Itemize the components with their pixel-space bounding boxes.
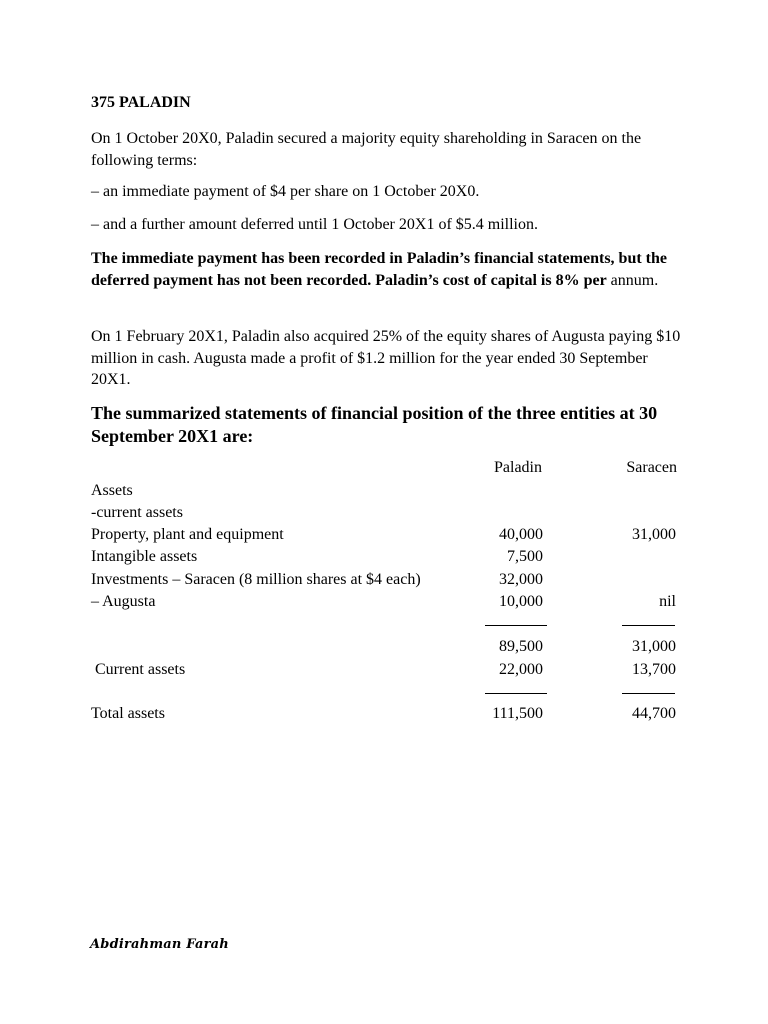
table-cell-saracen: nil [659, 593, 676, 610]
deferred-payment-tail-text: annum. [610, 271, 659, 289]
terms-item-1: – an immediate payment of $4 per share on 1 October 20X0. [91, 183, 480, 200]
subtotal-rule-paladin [485, 625, 547, 626]
total-rule-saracen [622, 693, 675, 694]
table-cell-saracen: 31,000 [632, 638, 676, 655]
table-cell-paladin: 89,500 [499, 638, 543, 655]
table-cell-paladin: 22,000 [499, 661, 543, 678]
column-header-paladin: Paladin [494, 459, 542, 476]
table-cell-paladin: 10,000 [499, 593, 543, 610]
table-cell-saracen: 13,700 [632, 661, 676, 678]
column-header-saracen: Saracen [626, 459, 677, 476]
deferred-payment-paragraph [91, 248, 691, 291]
document-title: 375 PALADIN [91, 94, 191, 111]
table-row-label: Assets [91, 482, 133, 499]
table-row-label: Investments – Saracen (8 million shares at $4 each) [91, 571, 421, 588]
table-row-label: Total assets [91, 705, 165, 722]
table-row-label: Current assets [95, 661, 186, 678]
table-cell-saracen: 44,700 [632, 705, 676, 722]
table-row-label: – Augusta [91, 593, 156, 610]
table-row-label: -current assets [91, 504, 183, 521]
subtotal-rule-saracen [622, 625, 675, 626]
table-cell-paladin: 40,000 [499, 526, 543, 543]
table-heading: The summarized statements of financial position of the three entities at 30 September 20X1 are: [91, 403, 658, 446]
table-cell-paladin: 7,500 [507, 548, 543, 565]
deferred-payment-bold-text: The immediate payment has been recorded in Paladin’s financial statements, but the deferred payment has not been recorded. Paladin’s cost of capital is 8% per [91, 250, 667, 289]
table-row-label: Property, plant and equipment [91, 526, 284, 543]
table-cell-paladin: 32,000 [499, 571, 543, 588]
table-cell-saracen: 31,000 [632, 526, 676, 543]
table-row-label: Intangible assets [91, 548, 198, 565]
intro-paragraph: On 1 October 20X0, Paladin secured a majority equity shareholding in Saracen on the following terms: [91, 130, 642, 169]
author-signature: Abdirahman Farah [90, 937, 229, 952]
augusta-paragraph: On 1 February 20X1, Paladin also acquired 25% of the equity shares of Augusta paying $10 million in cash. Augusta made a profit of $1.2 million for the year ended 30 September 20X1. [91, 328, 681, 388]
total-rule-paladin [485, 693, 547, 694]
table-cell-paladin: 111,500 [492, 705, 543, 722]
terms-item-2: – and a further amount deferred until 1 October 20X1 of $5.4 million. [91, 216, 538, 233]
